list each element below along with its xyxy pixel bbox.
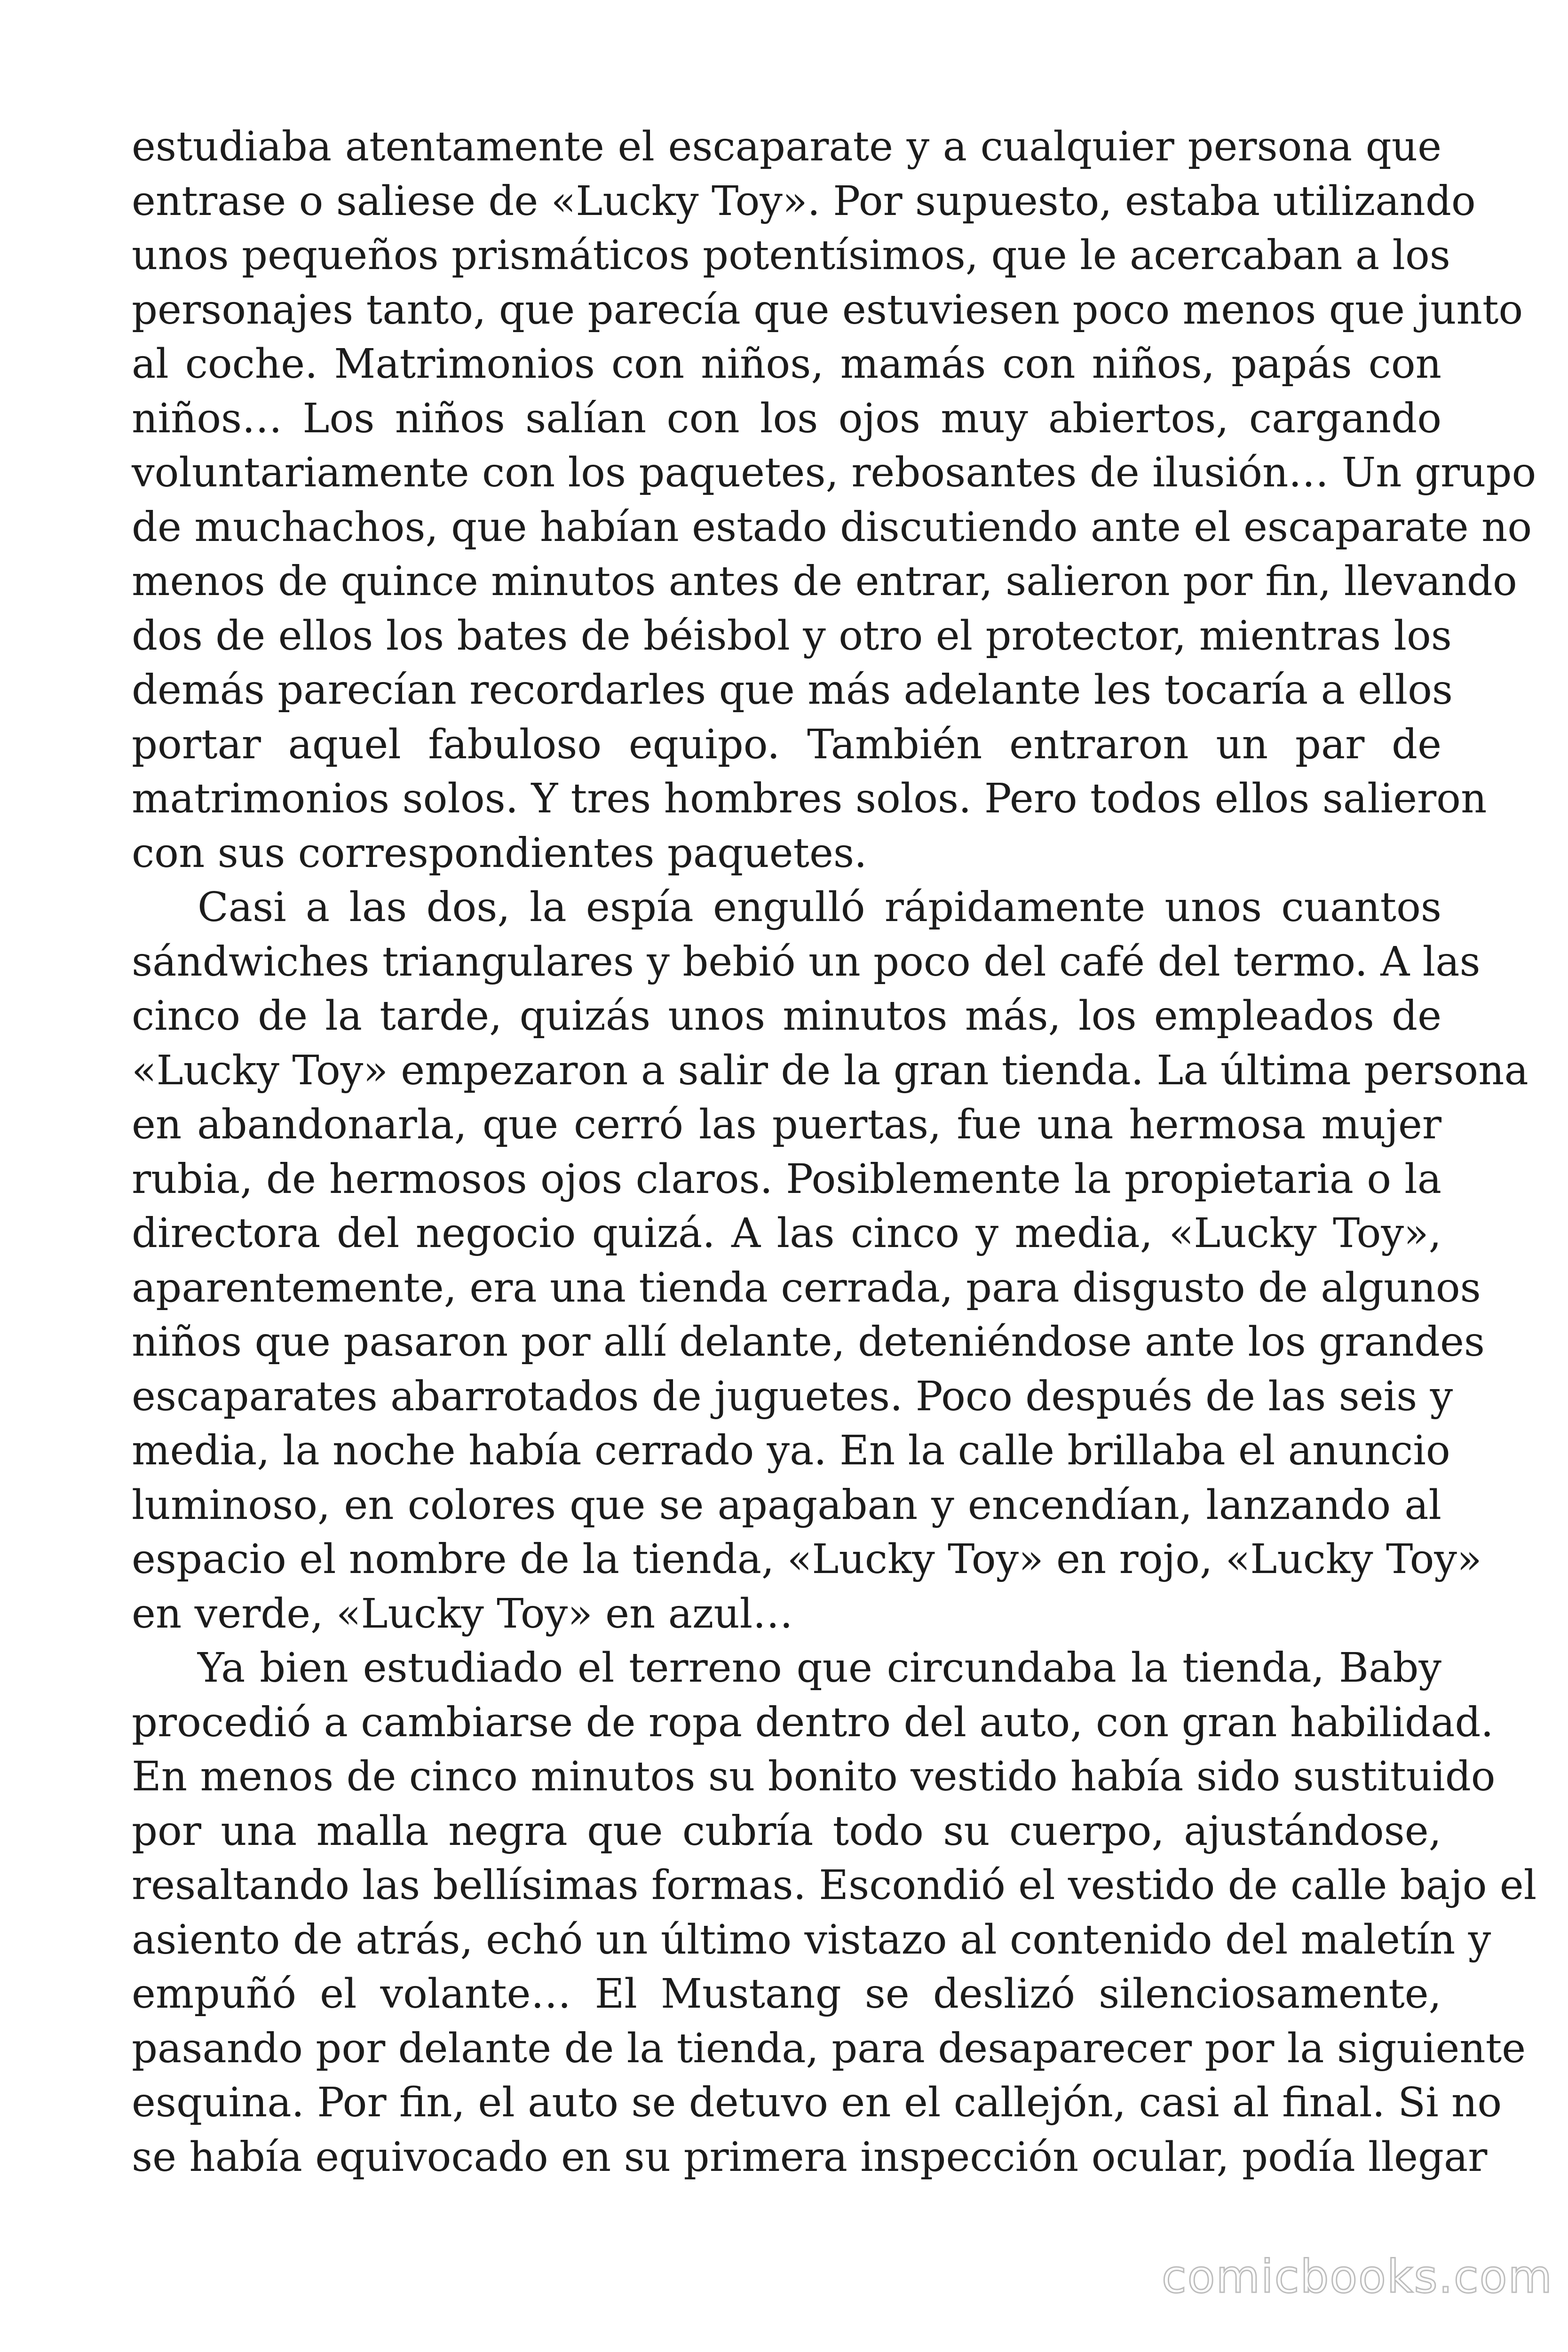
text-line: portar aquel fabuloso equipo. También entraron un par de <box>132 721 1441 768</box>
text-line: al coche. Matrimonios con niños, mamás con niños, papás con <box>132 341 1441 388</box>
text-line: unos pequeños prismáticos potentísimos, que le acercaban a los <box>132 232 1450 279</box>
paragraph-last-line: en verde, «Lucky Toy» en azul… <box>132 1590 793 1637</box>
text-line: demás parecían recordarles que más adelante les tocaría a ellos <box>132 667 1453 714</box>
text-line: procedió a cambiarse de ropa dentro del auto, con gran habilidad. <box>132 1699 1494 1746</box>
text-line: se había equivocado en su primera inspección ocular, podía llegar <box>132 2133 1488 2181</box>
text-line: directora del negocio quizá. A las cinco y media, «Lucky Toy», <box>132 1210 1441 1257</box>
text-line: en abandonarla, que cerró las puertas, fue una hermosa mujer <box>132 1101 1441 1148</box>
text-line: escaparates abarrotados de juguetes. Poco después de las seis y <box>132 1373 1453 1420</box>
text-line: menos de quince minutos antes de entrar, salieron por fin, llevando <box>132 558 1517 605</box>
text-line: niños que pasaron por allí delante, deteniéndose ante los grandes <box>132 1319 1485 1366</box>
text-line: rubia, de hermosos ojos claros. Posiblemente la propietaria o la <box>132 1155 1441 1203</box>
text-line: por una malla negra que cubría todo su cuerpo, ajustándose, <box>132 1807 1441 1855</box>
text-line: En menos de cinco minutos su bonito vestido había sido sustituido <box>132 1753 1496 1800</box>
text-line: matrimonios solos. Y tres hombres solos. Pero todos ellos salieron <box>132 775 1487 822</box>
paragraph-first-line: Ya bien estudiado el terreno que circundaba la tienda, Baby <box>198 1645 1441 1692</box>
text-line: aparentemente, era una tienda cerrada, para disgusto de algunos <box>132 1264 1481 1311</box>
text-line: pasando por delante de la tienda, para desaparecer por la siguiente <box>132 2025 1526 2072</box>
paragraph-first-line: Casi a las dos, la espía engulló rápidamente unos cuantos <box>198 884 1441 931</box>
text-line: de muchachos, que habían estado discutiendo ante el escaparate no <box>132 503 1532 551</box>
text-line: esquina. Por fin, el auto se detuvo en el callejón, casi al final. Si no <box>132 2079 1502 2126</box>
text-line: entrase o saliese de «Lucky Toy». Por supuesto, estaba utilizando <box>132 177 1476 225</box>
text-line: personajes tanto, que parecía que estuviesen poco menos que junto <box>132 286 1523 334</box>
text-line: cinco de la tarde, quizás unos minutos más, los empleados de <box>132 993 1441 1040</box>
text-line: resaltando las bellísimas formas. Escondió el vestido de calle bajo el <box>132 1862 1537 1909</box>
text-line: asiento de atrás, echó un último vistazo al contenido del maletín y <box>132 1916 1491 1963</box>
text-line: voluntariamente con los paquetes, rebosantes de ilusión… Un grupo <box>132 449 1536 496</box>
watermark: comicbooks.com <box>1162 2250 1553 2303</box>
text-line: media, la noche había cerrado ya. En la calle brillaba el anuncio <box>132 1427 1450 1474</box>
text-line: niños… Los niños salían con los ojos muy abiertos, cargando <box>132 395 1441 442</box>
text-line: «Lucky Toy» empezaron a salir de la gran tienda. La última persona <box>132 1047 1528 1094</box>
text-line: dos de ellos los bates de béisbol y otro el protector, mientras los <box>132 612 1452 660</box>
text-line: luminoso, en colores que se apagaban y encendían, lanzando al <box>132 1481 1441 1529</box>
text-line: espacio el nombre de la tienda, «Lucky Toy» en rojo, «Lucky Toy» <box>132 1536 1482 1583</box>
body-text <box>132 120 1537 2185</box>
text-line: estudiaba atentamente el escaparate y a cualquier persona que <box>132 123 1441 170</box>
text-line: sándwiches triangulares y bebió un poco del café del termo. A las <box>132 938 1481 985</box>
paragraph-last-line: con sus correspondientes paquetes. <box>132 829 867 877</box>
text-line: empuñó el volante… El Mustang se deslizó silenciosamente, <box>132 1971 1441 2018</box>
